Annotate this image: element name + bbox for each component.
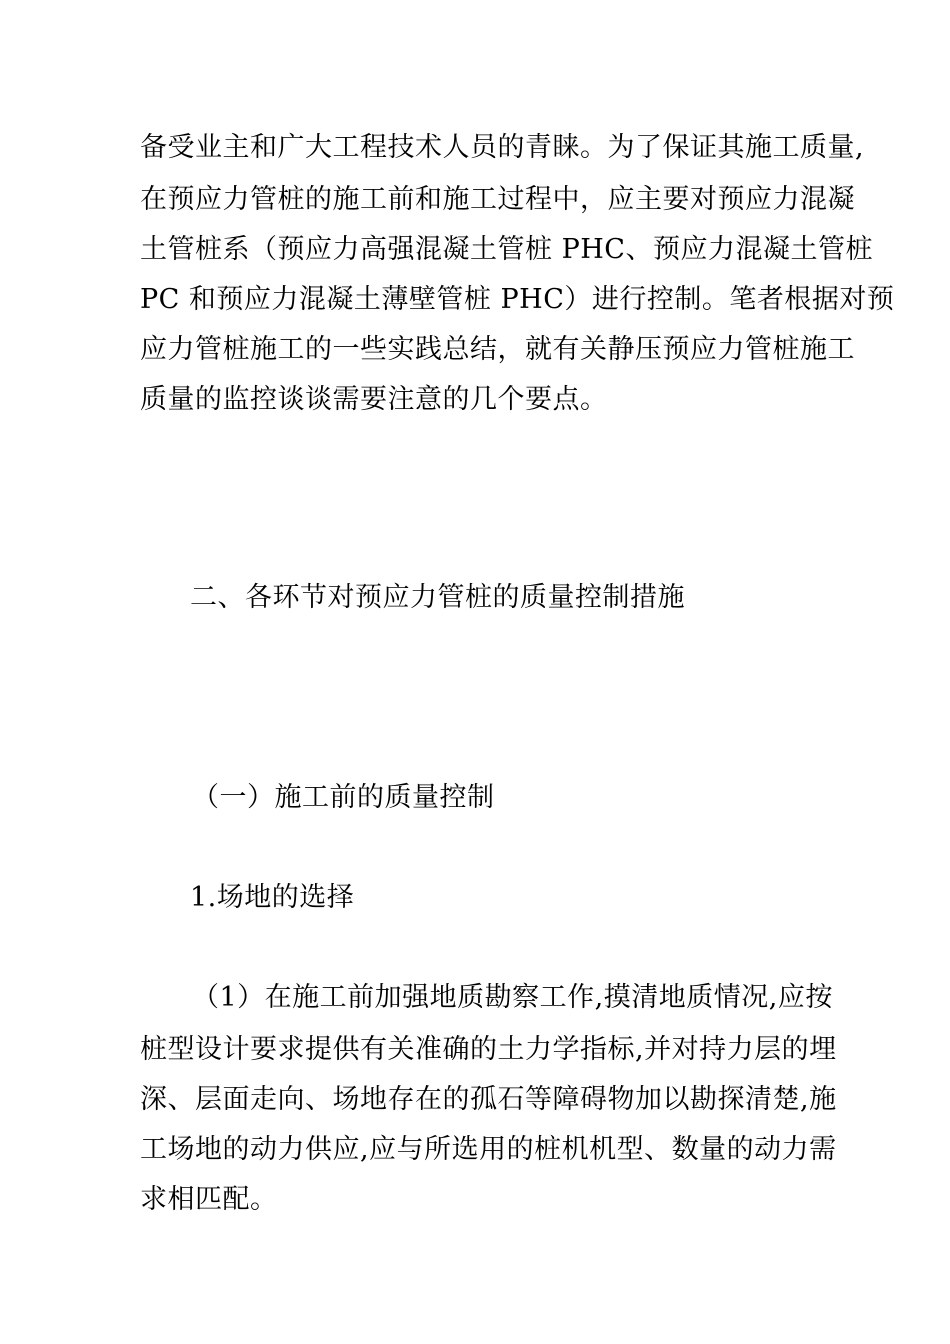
paragraph-line: （1）在施工前加强地质勘察工作,摸清地质情况,应按 — [192, 982, 833, 1013]
paragraph-line: 求相匹配。 — [140, 1184, 278, 1215]
paragraph-line: 在预应力管桩的施工前和施工过程中，应主要对预应力混凝 — [140, 184, 855, 215]
paragraph-line: 深、层面走向、场地存在的孤石等障碍物加以勘探清楚,施 — [140, 1084, 837, 1115]
paragraph-line: 工场地的动力供应,应与所选用的桩机机型、数量的动力需 — [140, 1134, 837, 1165]
section-heading: 二、各环节对预应力管桩的质量控制措施 — [190, 582, 685, 613]
item-heading: 1.场地的选择 — [190, 882, 355, 913]
paragraph-line: 土管桩系（预应力高强混凝土管桩 PHC、预应力混凝土管桩 — [140, 234, 873, 265]
paragraph-line: 应力管桩施工的一些实践总结，就有关静压预应力管桩施工 — [140, 334, 855, 365]
paragraph-line: PC 和预应力混凝土薄壁管桩 PHC）进行控制。笔者根据对预 — [140, 284, 895, 315]
paragraph-line: 备受业主和广大工程技术人员的青睐。为了保证其施工质量, — [140, 132, 865, 163]
paragraph-line: 质量的监控谈谈需要注意的几个要点。 — [140, 384, 608, 415]
paragraph-line: 桩型设计要求提供有关准确的土力学指标,并对持力层的埋 — [140, 1034, 837, 1065]
subsection-heading: （一）施工前的质量控制 — [192, 782, 495, 813]
